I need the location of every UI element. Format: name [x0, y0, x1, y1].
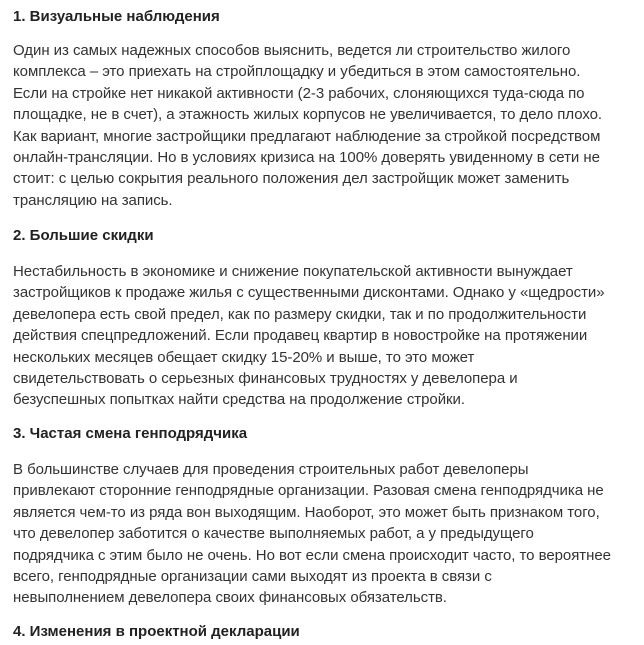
paragraph-line: привлекают сторонние генподрядные организации. Разовая смена генподрядчика не	[13, 482, 604, 500]
paragraph-line: свидетельствовать о серьезных финансовых трудностях у девелопера и	[13, 370, 518, 388]
paragraph-line: что девелопер заботится о качестве выполняемых работ, а у предыдущего	[13, 525, 534, 543]
paragraph-line: нескольких месяцев обещает скидку 15-20% и выше, то это может	[13, 348, 475, 366]
paragraph-line: Как вариант, многие застройщики предлагают наблюдение за стройкой посредством	[13, 127, 601, 145]
paragraph-line: комплекса – это приехать на стройплощадку и убедиться в этом самостоятельно.	[13, 63, 581, 81]
paragraph-line: Нестабильность в экономике и снижение покупательской активности вынуждает	[13, 263, 573, 280]
paragraph-line: В большинстве случаев для проведения строительных работ девелоперы	[13, 461, 529, 478]
section-paragraph	[13, 261, 605, 411]
paragraph-line: девелопера есть свой предел, как по размеру скидки, так и по продолжительности	[13, 305, 587, 323]
paragraph-line: подрядчика с этим было не очень. Но вот если смена происходит часто, то вероятнее	[13, 546, 611, 564]
paragraph-line: безуспешных попытках найти средства на продолжение стройки.	[13, 391, 465, 409]
paragraph-line: застройщиков к продаже жилья с существенными дисконтами. Однако у «щедрости»	[13, 284, 605, 302]
paragraph-line: невыполнением девелопера своих финансовых обязательств.	[13, 589, 447, 607]
section-paragraph	[13, 40, 602, 211]
section-heading: 4. Изменения в проектной декларации	[13, 623, 300, 640]
section-paragraph	[13, 459, 611, 609]
paragraph-line: действия спецпредложений. Если продавец квартир в новостройке на протяжении	[13, 327, 588, 345]
paragraph-line: всего, генподрядные организации сами выходят из проекта в связи с	[13, 568, 492, 586]
paragraph-line: площадке, не в счет), а этажность жилых корпусов не увеличивается, то дело плохо.	[13, 106, 603, 124]
section-heading: 1. Визуальные наблюдения	[13, 8, 220, 25]
section-heading: 2. Большие скидки	[13, 227, 154, 244]
paragraph-line: стоит: с целью сокрытия реального положения дел застройщик может заменить	[13, 170, 570, 188]
paragraph-line: трансляцию на запись.	[13, 191, 173, 209]
paragraph-line: Один из самых надежных способов выяснить, ведется ли строительство жилого	[13, 42, 571, 59]
section-heading: 3. Частая смена генподрядчика	[13, 425, 248, 442]
paragraph-line: онлайн-трансляции. Но в условиях кризиса на 100% доверять увиденному в сети не	[13, 149, 600, 167]
paragraph-line: Если на стройке нет никакой активности (2-3 рабочих, слоняющихся туда-сюда по	[13, 84, 585, 102]
paragraph-line: является чем-то из ряда вон выходящим. Наоборот, это может быть признаком того,	[13, 503, 600, 521]
